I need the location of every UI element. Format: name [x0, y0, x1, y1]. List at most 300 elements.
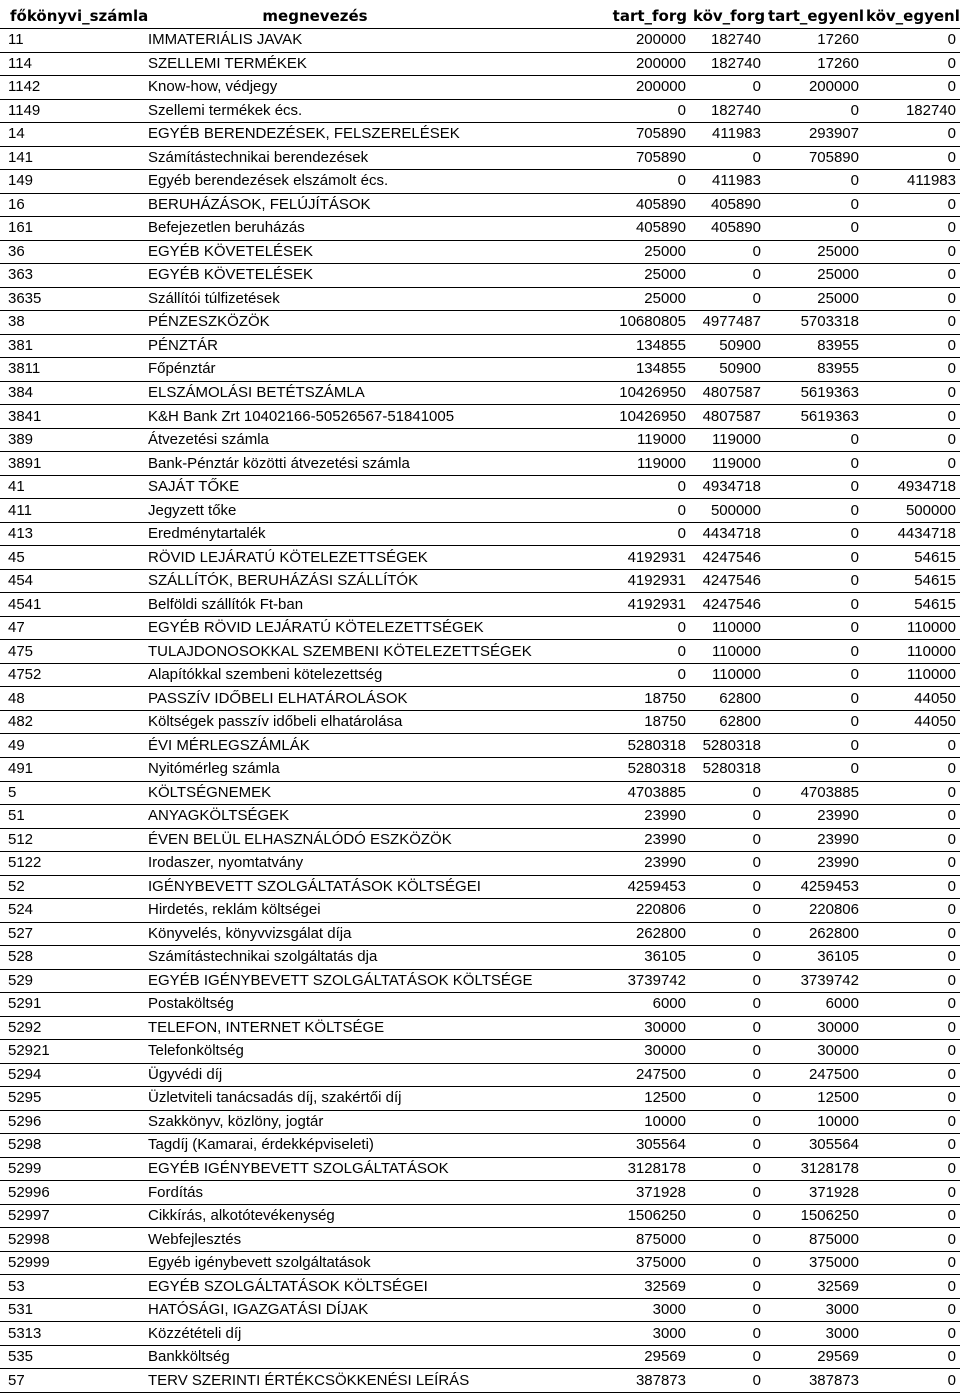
account-name: HATÓSÁGI, IGAZGATÁSI DÍJAK	[140, 1298, 490, 1322]
debit-turnover: 36105	[490, 946, 690, 970]
credit-balance: 0	[863, 146, 960, 170]
account-code: 5294	[0, 1063, 140, 1087]
table-row	[0, 1204, 960, 1228]
credit-balance: 0	[863, 1063, 960, 1087]
credit-turnover: 0	[690, 828, 765, 852]
debit-balance: 4703885	[765, 781, 863, 805]
table-row	[0, 710, 960, 734]
account-code: 5298	[0, 1134, 140, 1158]
account-code: 5122	[0, 852, 140, 876]
debit-turnover: 262800	[490, 922, 690, 946]
debit-turnover: 32569	[490, 1275, 690, 1299]
credit-balance: 0	[863, 1204, 960, 1228]
account-name: Hirdetés, reklám költségei	[140, 899, 490, 923]
credit-turnover: 0	[690, 1040, 765, 1064]
table-row	[0, 428, 960, 452]
debit-turnover: 4192931	[490, 593, 690, 617]
credit-turnover: 0	[690, 1228, 765, 1252]
account-name: IGÉNYBEVETT SZOLGÁLTATÁSOK KÖLTSÉGEI	[140, 875, 490, 899]
debit-turnover: 29569	[490, 1345, 690, 1369]
account-code: 5299	[0, 1157, 140, 1181]
account-code: 524	[0, 899, 140, 923]
account-code: 45	[0, 546, 140, 570]
credit-balance: 0	[863, 452, 960, 476]
debit-balance: 12500	[765, 1087, 863, 1111]
table-row	[0, 452, 960, 476]
debit-balance: 23990	[765, 828, 863, 852]
account-name: Know-how, védjegy	[140, 76, 490, 100]
table-row	[0, 781, 960, 805]
table-row	[0, 616, 960, 640]
debit-turnover: 0	[490, 170, 690, 194]
debit-turnover: 23990	[490, 805, 690, 829]
debit-balance: 705890	[765, 146, 863, 170]
account-code: 3635	[0, 287, 140, 311]
credit-turnover: 0	[690, 899, 765, 923]
account-code: 16	[0, 193, 140, 217]
account-name: ELSZÁMOLÁSI BETÉTSZÁMLA	[140, 381, 490, 405]
table-row	[0, 1157, 960, 1181]
credit-turnover: 182740	[690, 52, 765, 76]
account-name: Szakkönyv, közlöny, jogtár	[140, 1110, 490, 1134]
table-row	[0, 1181, 960, 1205]
debit-turnover: 12500	[490, 1087, 690, 1111]
account-name: TERV SZERINTI ÉRTÉKCSÖKKENÉSI LEÍRÁS	[140, 1369, 490, 1393]
debit-turnover: 705890	[490, 123, 690, 147]
debit-balance: 0	[765, 452, 863, 476]
credit-turnover: 0	[690, 1181, 765, 1205]
account-code: 48	[0, 687, 140, 711]
credit-balance: 0	[863, 1087, 960, 1111]
credit-turnover: 62800	[690, 687, 765, 711]
credit-turnover: 0	[690, 1157, 765, 1181]
account-name: EGYÉB KÖVETELÉSEK	[140, 264, 490, 288]
credit-turnover: 0	[690, 1110, 765, 1134]
table-row	[0, 146, 960, 170]
credit-turnover: 0	[690, 1204, 765, 1228]
debit-balance: 25000	[765, 240, 863, 264]
account-code: 4752	[0, 663, 140, 687]
account-code: 114	[0, 52, 140, 76]
table-row	[0, 852, 960, 876]
account-code: 527	[0, 922, 140, 946]
table-row	[0, 946, 960, 970]
account-name: Cikkírás, alkotótevékenység	[140, 1204, 490, 1228]
debit-turnover: 875000	[490, 1228, 690, 1252]
table-row	[0, 29, 960, 53]
credit-turnover: 0	[690, 76, 765, 100]
credit-balance: 0	[863, 1298, 960, 1322]
credit-turnover: 110000	[690, 640, 765, 664]
account-code: 11	[0, 29, 140, 53]
debit-turnover: 25000	[490, 264, 690, 288]
credit-turnover: 0	[690, 1063, 765, 1087]
table-row	[0, 1298, 960, 1322]
debit-turnover: 25000	[490, 287, 690, 311]
debit-turnover: 0	[490, 499, 690, 523]
credit-turnover: 4807587	[690, 405, 765, 429]
credit-balance: 0	[863, 334, 960, 358]
column-header-debit-turnover: tart_forg	[490, 4, 690, 29]
credit-balance: 0	[863, 193, 960, 217]
debit-balance: 0	[765, 593, 863, 617]
account-code: 52999	[0, 1251, 140, 1275]
credit-turnover: 0	[690, 781, 765, 805]
account-code: 454	[0, 569, 140, 593]
table-row	[0, 99, 960, 123]
debit-turnover: 305564	[490, 1134, 690, 1158]
table-row	[0, 217, 960, 241]
debit-turnover: 371928	[490, 1181, 690, 1205]
debit-balance: 200000	[765, 76, 863, 100]
credit-balance: 0	[863, 993, 960, 1017]
credit-turnover: 4434718	[690, 522, 765, 546]
debit-turnover: 0	[490, 99, 690, 123]
debit-balance: 23990	[765, 805, 863, 829]
credit-turnover: 4934718	[690, 475, 765, 499]
table-row	[0, 1275, 960, 1299]
debit-turnover: 6000	[490, 993, 690, 1017]
debit-turnover: 25000	[490, 240, 690, 264]
account-name: Egyéb igénybevett szolgáltatások	[140, 1251, 490, 1275]
account-code: 5313	[0, 1322, 140, 1346]
credit-turnover: 110000	[690, 663, 765, 687]
debit-turnover: 375000	[490, 1251, 690, 1275]
credit-turnover: 0	[690, 1275, 765, 1299]
table-row	[0, 569, 960, 593]
account-code: 389	[0, 428, 140, 452]
account-code: 475	[0, 640, 140, 664]
credit-turnover: 0	[690, 1016, 765, 1040]
credit-balance: 0	[863, 922, 960, 946]
column-header-credit-turnover: köv_forg	[690, 4, 765, 29]
debit-turnover: 18750	[490, 710, 690, 734]
account-name: Bank-Pénztár közötti átvezetési számla	[140, 452, 490, 476]
debit-balance: 3000	[765, 1298, 863, 1322]
table-row	[0, 499, 960, 523]
debit-turnover: 23990	[490, 852, 690, 876]
credit-balance: 0	[863, 29, 960, 53]
credit-balance: 0	[863, 123, 960, 147]
account-code: 4541	[0, 593, 140, 617]
debit-balance: 387873	[765, 1369, 863, 1393]
credit-turnover: 0	[690, 852, 765, 876]
account-code: 38	[0, 311, 140, 335]
debit-balance: 3000	[765, 1322, 863, 1346]
debit-balance: 6000	[765, 993, 863, 1017]
table-row	[0, 311, 960, 335]
credit-balance: 0	[863, 1040, 960, 1064]
account-code: 5296	[0, 1110, 140, 1134]
account-code: 51	[0, 805, 140, 829]
table-row	[0, 922, 960, 946]
credit-turnover: 50900	[690, 334, 765, 358]
account-code: 363	[0, 264, 140, 288]
debit-turnover: 10426950	[490, 405, 690, 429]
table-row	[0, 522, 960, 546]
account-code: 14	[0, 123, 140, 147]
account-name: PASSZÍV IDŐBELI ELHATÁROLÁSOK	[140, 687, 490, 711]
credit-balance: 0	[863, 1275, 960, 1299]
credit-turnover: 0	[690, 969, 765, 993]
debit-turnover: 119000	[490, 428, 690, 452]
table-row	[0, 287, 960, 311]
debit-balance: 17260	[765, 29, 863, 53]
account-name: TELEFON, INTERNET KÖLTSÉGE	[140, 1016, 490, 1040]
credit-balance: 4934718	[863, 475, 960, 499]
table-row	[0, 405, 960, 429]
debit-balance: 36105	[765, 946, 863, 970]
debit-balance: 0	[765, 640, 863, 664]
credit-turnover: 0	[690, 146, 765, 170]
debit-balance: 0	[765, 734, 863, 758]
debit-balance: 293907	[765, 123, 863, 147]
account-code: 36	[0, 240, 140, 264]
account-name: ANYAGKÖLTSÉGEK	[140, 805, 490, 829]
column-header-account: főkönyvi_számla	[0, 4, 140, 29]
account-name: SAJÁT TŐKE	[140, 475, 490, 499]
account-code: 5291	[0, 993, 140, 1017]
debit-turnover: 220806	[490, 899, 690, 923]
account-name: Főpénztár	[140, 358, 490, 382]
account-name: Alapítókkal szembeni kötelezettség	[140, 663, 490, 687]
credit-turnover: 110000	[690, 616, 765, 640]
account-code: 482	[0, 710, 140, 734]
table-row	[0, 969, 960, 993]
account-code: 52	[0, 875, 140, 899]
account-name: Szállítói túlfizetések	[140, 287, 490, 311]
debit-balance: 10000	[765, 1110, 863, 1134]
credit-balance: 0	[863, 1157, 960, 1181]
credit-balance: 0	[863, 1251, 960, 1275]
debit-turnover: 10680805	[490, 311, 690, 335]
debit-turnover: 0	[490, 640, 690, 664]
account-name: EGYÉB KÖVETELÉSEK	[140, 240, 490, 264]
credit-balance: 0	[863, 828, 960, 852]
credit-balance: 0	[863, 946, 960, 970]
credit-balance: 0	[863, 428, 960, 452]
table-row	[0, 1345, 960, 1369]
account-name: Belföldi szállítók Ft-ban	[140, 593, 490, 617]
credit-balance: 0	[863, 217, 960, 241]
credit-turnover: 4977487	[690, 311, 765, 335]
credit-balance: 44050	[863, 687, 960, 711]
credit-turnover: 0	[690, 287, 765, 311]
credit-turnover: 182740	[690, 29, 765, 53]
debit-turnover: 18750	[490, 687, 690, 711]
account-name: IMMATERIÁLIS JAVAK	[140, 29, 490, 53]
account-name: RÖVID LEJÁRATÚ KÖTELEZETTSÉGEK	[140, 546, 490, 570]
debit-turnover: 705890	[490, 146, 690, 170]
credit-turnover: 182740	[690, 99, 765, 123]
account-name: Fordítás	[140, 1181, 490, 1205]
account-name: Ügyvédi díj	[140, 1063, 490, 1087]
account-code: 52998	[0, 1228, 140, 1252]
table-row	[0, 1063, 960, 1087]
debit-balance: 1506250	[765, 1204, 863, 1228]
table-row	[0, 828, 960, 852]
account-name: ÉVEN BELÜL ELHASZNÁLÓDÓ ESZKÖZÖK	[140, 828, 490, 852]
account-name: Szellemi termékek écs.	[140, 99, 490, 123]
account-name: TULAJDONOSOKKAL SZEMBENI KÖTELEZETTSÉGEK	[140, 640, 490, 664]
credit-turnover: 0	[690, 264, 765, 288]
account-code: 413	[0, 522, 140, 546]
credit-balance: 54615	[863, 593, 960, 617]
account-name: SZÁLLÍTÓK, BERUHÁZÁSI SZÁLLÍTÓK	[140, 569, 490, 593]
credit-turnover: 0	[690, 993, 765, 1017]
debit-turnover: 0	[490, 663, 690, 687]
account-name: Átvezetési számla	[140, 428, 490, 452]
debit-balance: 23990	[765, 852, 863, 876]
credit-balance: 0	[863, 757, 960, 781]
table-row	[0, 1016, 960, 1040]
debit-balance: 0	[765, 475, 863, 499]
account-code: 1149	[0, 99, 140, 123]
ledger-body	[0, 29, 960, 1393]
account-name: SZELLEMI TERMÉKEK	[140, 52, 490, 76]
debit-turnover: 0	[490, 475, 690, 499]
table-row	[0, 52, 960, 76]
credit-turnover: 411983	[690, 170, 765, 194]
credit-turnover: 5280318	[690, 734, 765, 758]
debit-turnover: 3128178	[490, 1157, 690, 1181]
table-row	[0, 334, 960, 358]
credit-balance: 500000	[863, 499, 960, 523]
credit-turnover: 119000	[690, 428, 765, 452]
account-name: Postaköltség	[140, 993, 490, 1017]
debit-turnover: 30000	[490, 1016, 690, 1040]
account-code: 52921	[0, 1040, 140, 1064]
credit-turnover: 0	[690, 922, 765, 946]
account-code: 141	[0, 146, 140, 170]
credit-balance: 0	[863, 76, 960, 100]
account-name: Jegyzett tőke	[140, 499, 490, 523]
debit-balance: 25000	[765, 287, 863, 311]
table-row	[0, 475, 960, 499]
account-name: Egyéb berendezések elszámolt écs.	[140, 170, 490, 194]
account-code: 52997	[0, 1204, 140, 1228]
debit-turnover: 10426950	[490, 381, 690, 405]
account-code: 57	[0, 1369, 140, 1393]
table-row	[0, 123, 960, 147]
credit-turnover: 4247546	[690, 569, 765, 593]
debit-balance: 375000	[765, 1251, 863, 1275]
debit-balance: 247500	[765, 1063, 863, 1087]
debit-balance: 83955	[765, 334, 863, 358]
table-row	[0, 734, 960, 758]
table-row	[0, 1251, 960, 1275]
credit-balance: 0	[863, 852, 960, 876]
debit-balance: 5703318	[765, 311, 863, 335]
credit-balance: 4434718	[863, 522, 960, 546]
credit-balance: 182740	[863, 99, 960, 123]
credit-balance: 0	[863, 1369, 960, 1393]
account-code: 5295	[0, 1087, 140, 1111]
debit-balance: 83955	[765, 358, 863, 382]
table-row	[0, 264, 960, 288]
credit-turnover: 0	[690, 946, 765, 970]
credit-balance: 0	[863, 240, 960, 264]
account-name: Befejezetlen beruházás	[140, 217, 490, 241]
table-row	[0, 240, 960, 264]
debit-turnover: 23990	[490, 828, 690, 852]
debit-turnover: 134855	[490, 358, 690, 382]
table-row	[0, 757, 960, 781]
table-row	[0, 993, 960, 1017]
credit-balance: 0	[863, 734, 960, 758]
account-code: 411	[0, 499, 140, 523]
debit-turnover: 3000	[490, 1322, 690, 1346]
account-code: 47	[0, 616, 140, 640]
credit-balance: 0	[863, 287, 960, 311]
credit-balance: 0	[863, 381, 960, 405]
table-row	[0, 76, 960, 100]
column-header-name: megnevezés	[140, 4, 490, 29]
account-name: EGYÉB IGÉNYBEVETT SZOLGÁLTATÁSOK KÖLTSÉGE	[140, 969, 490, 993]
credit-balance: 0	[863, 1181, 960, 1205]
debit-balance: 32569	[765, 1275, 863, 1299]
account-name: EGYÉB IGÉNYBEVETT SZOLGÁLTATÁSOK	[140, 1157, 490, 1181]
credit-turnover: 0	[690, 1345, 765, 1369]
table-row	[0, 1134, 960, 1158]
debit-turnover: 134855	[490, 334, 690, 358]
account-name: Nyitómérleg számla	[140, 757, 490, 781]
credit-balance: 0	[863, 1345, 960, 1369]
table-row	[0, 805, 960, 829]
credit-balance: 54615	[863, 546, 960, 570]
table-row	[0, 358, 960, 382]
credit-turnover: 0	[690, 240, 765, 264]
credit-balance: 411983	[863, 170, 960, 194]
debit-balance: 30000	[765, 1016, 863, 1040]
account-name: PÉNZESZKÖZÖK	[140, 311, 490, 335]
debit-balance: 29569	[765, 1345, 863, 1369]
account-code: 161	[0, 217, 140, 241]
account-name: Könyvelés, könyvvizsgálat díja	[140, 922, 490, 946]
account-code: 5292	[0, 1016, 140, 1040]
debit-balance: 0	[765, 710, 863, 734]
debit-turnover: 200000	[490, 76, 690, 100]
debit-balance: 0	[765, 193, 863, 217]
credit-turnover: 0	[690, 1298, 765, 1322]
credit-balance: 0	[863, 805, 960, 829]
table-row	[0, 1110, 960, 1134]
credit-balance: 0	[863, 781, 960, 805]
account-code: 535	[0, 1345, 140, 1369]
debit-balance: 0	[765, 217, 863, 241]
account-code: 5	[0, 781, 140, 805]
table-row	[0, 875, 960, 899]
debit-balance: 0	[765, 616, 863, 640]
credit-turnover: 0	[690, 1087, 765, 1111]
debit-balance: 0	[765, 757, 863, 781]
credit-turnover: 500000	[690, 499, 765, 523]
credit-turnover: 0	[690, 875, 765, 899]
debit-balance: 25000	[765, 264, 863, 288]
credit-balance: 110000	[863, 616, 960, 640]
account-name: BERUHÁZÁSOK, FELÚJÍTÁSOK	[140, 193, 490, 217]
credit-balance: 0	[863, 1322, 960, 1346]
account-code: 53	[0, 1275, 140, 1299]
table-row	[0, 1040, 960, 1064]
debit-turnover: 4259453	[490, 875, 690, 899]
credit-turnover: 405890	[690, 217, 765, 241]
debit-turnover: 247500	[490, 1063, 690, 1087]
credit-turnover: 0	[690, 805, 765, 829]
debit-turnover: 1506250	[490, 1204, 690, 1228]
credit-balance: 0	[863, 875, 960, 899]
header-row	[0, 4, 960, 29]
